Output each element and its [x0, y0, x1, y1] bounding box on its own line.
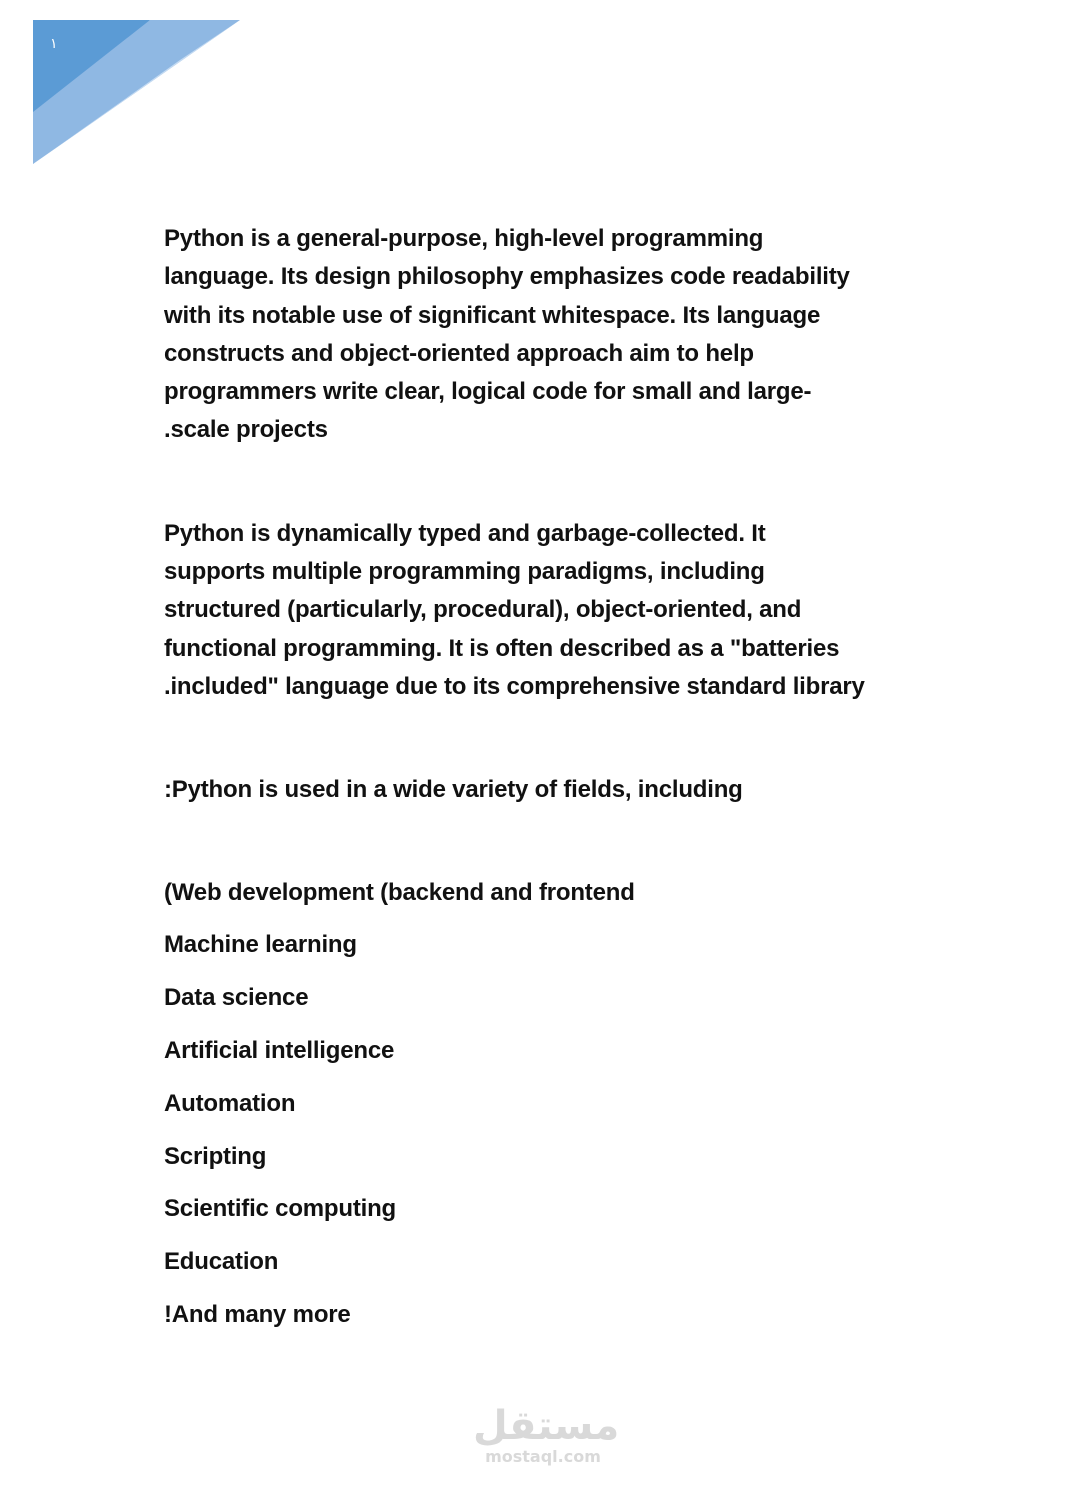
corner-triangle-decoration: [0, 0, 260, 180]
watermark: [473, 1403, 620, 1466]
page-number: ١: [50, 36, 58, 52]
paragraph-typing: Python is dynamically typed and garbage-collected. It supports multiple programming paradigms, including structured (particularly, procedural), object-oriented, and functional programming. It is often described as a "batteries .included" language due to its comprehensive standard library: [164, 519, 865, 700]
list-item: !And many more: [164, 1300, 351, 1328]
watermark-url: mostaql.com: [485, 1447, 601, 1466]
list-item: Data science: [164, 984, 309, 1012]
paragraph-intro: Python is a general-purpose, high-level programming language. Its design philosophy emphasizes code readability with its notable use of significant whitespace. Its language constructs and object-oriented approach aim to help programmers write clear, logical code for small and large- .scale projects: [164, 225, 850, 444]
list-item: Automation: [164, 1089, 296, 1117]
list-item: Scripting: [164, 1142, 267, 1170]
list-item: Scientific computing: [164, 1195, 397, 1223]
watermark-logo: مستقل: [473, 1403, 620, 1449]
fields-list: [164, 874, 924, 1349]
list-item: (Web development (backend and frontend: [164, 878, 635, 906]
list-item: Artificial intelligence: [164, 1036, 395, 1064]
list-item: Education: [164, 1248, 279, 1276]
list-item: Machine learning: [164, 931, 357, 959]
document-body: [164, 220, 924, 1349]
fields-lead-in: :Python is used in a wide variety of fields, including: [164, 776, 743, 804]
